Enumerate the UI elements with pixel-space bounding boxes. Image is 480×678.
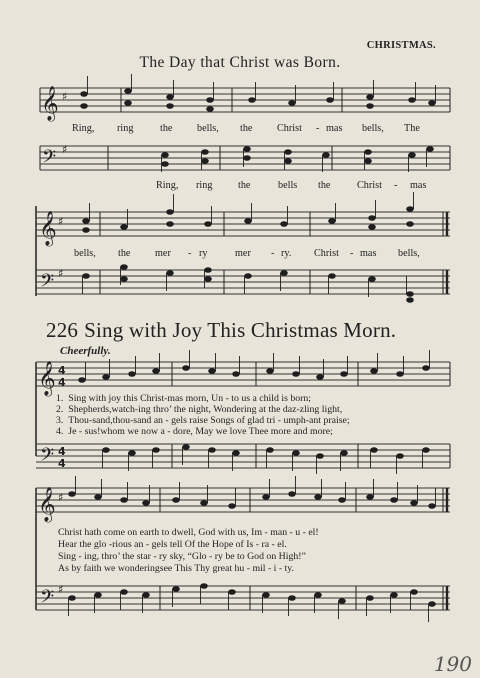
sharp-icon: ♯ bbox=[58, 267, 64, 280]
lyric-word: bells bbox=[278, 180, 298, 191]
lyric-word: bells, bbox=[362, 123, 384, 134]
bass-clef-icon: 𝄢 bbox=[40, 445, 55, 470]
verse-line: Sing - ing, thro’ the star - ry sky, “Glo - ry be to God on High!” bbox=[58, 551, 306, 562]
lyric-word: ry bbox=[199, 248, 208, 259]
staff-226-system-1-bass bbox=[0, 436, 480, 476]
lyric-word: mas bbox=[410, 180, 427, 191]
lyric-word: ry. bbox=[281, 248, 292, 259]
lyric-word: bells, bbox=[398, 248, 420, 259]
verse-line: As by faith we wonderingsee This Thy great hu - mil - i - ty. bbox=[58, 563, 294, 574]
lyric-word: - bbox=[188, 248, 192, 259]
tempo-marking: Cheerfully. bbox=[60, 345, 111, 357]
bass-notes-226-2 bbox=[68, 583, 436, 622]
bass-clef-icon: 𝄢 bbox=[40, 271, 55, 296]
lyric-word: ring bbox=[196, 180, 213, 191]
bass-notes-1 bbox=[161, 146, 434, 172]
lyric-word: - bbox=[316, 123, 320, 134]
lyric-word: the bbox=[238, 180, 251, 191]
hymn-number: 226 bbox=[46, 318, 79, 342]
lyric-word: bells, bbox=[74, 248, 96, 259]
verse-line: Christ hath come on earth to dwell, God with us, Im - man - u - el! bbox=[58, 527, 319, 538]
lyric-word: The bbox=[404, 123, 420, 134]
treble-clef-icon: 𝄞 bbox=[41, 86, 59, 121]
hymn-title: The Day that Christ was Born. bbox=[139, 54, 341, 71]
treble-notes-226-2 bbox=[68, 476, 436, 509]
lyric-word: mer bbox=[155, 248, 171, 259]
lyric-word: mas bbox=[326, 123, 343, 134]
hymn-title-226 bbox=[46, 318, 396, 343]
treble-clef-icon: 𝄞 bbox=[39, 211, 57, 246]
sharp-icon: ♯ bbox=[58, 215, 64, 228]
sharp-icon: ♯ bbox=[58, 491, 64, 504]
hymn-title: Sing with Joy This Christmas Morn. bbox=[84, 318, 397, 342]
lyric-word: Ring, bbox=[156, 180, 179, 191]
lyric-word: mer bbox=[235, 248, 251, 259]
bass-clef-icon: 𝄢 bbox=[42, 147, 57, 172]
sharp-icon: ♯ bbox=[62, 90, 68, 103]
bass-notes-226-1 bbox=[102, 444, 430, 474]
svg-text:4: 4 bbox=[58, 376, 66, 389]
lyric-word: Christ bbox=[314, 248, 339, 259]
verse-line: 2. Shepherds,watch-ing thro’ the night, Wondering at the daz-zling light, bbox=[56, 404, 343, 415]
section-header: CHRISTMAS. bbox=[366, 40, 436, 51]
treble-clef-icon: 𝄞 bbox=[38, 361, 56, 396]
time-signature-icon: 4 bbox=[58, 364, 66, 377]
verse-line: 3. Thou-sand,thou-sand an - gels raise Songs of glad tri - umph-ant praise; bbox=[56, 415, 350, 426]
sharp-icon: ♯ bbox=[58, 583, 64, 596]
staff-226-system-2-treble bbox=[0, 478, 480, 528]
lyric-word: - bbox=[271, 248, 275, 259]
verse-line: Hear the glo -rious an - gels tell Of the Hope of Is - ra - el. bbox=[58, 539, 287, 550]
treble-notes-226-1 bbox=[78, 350, 430, 383]
lyric-word: - bbox=[350, 248, 354, 259]
verse-line: 4. Je - sus!whom we now a - dore, May we love Thee more and more; bbox=[56, 426, 333, 437]
svg-text:4: 4 bbox=[58, 457, 66, 470]
lyric-word: mas bbox=[360, 248, 377, 259]
sharp-icon: ♯ bbox=[62, 143, 68, 156]
lyric-word: Ring, bbox=[72, 123, 95, 134]
lyric-word: ring bbox=[117, 123, 134, 134]
staff-system-2-bass bbox=[0, 262, 480, 312]
verse-line: 1. Sing with joy this Christ-mas morn, Un - to us a child is born; bbox=[56, 393, 312, 404]
svg-text:4: 4 bbox=[58, 445, 66, 458]
lyric-word: the bbox=[240, 123, 253, 134]
bass-clef-icon: 𝄢 bbox=[40, 587, 55, 612]
lyric-word: Christ bbox=[357, 180, 382, 191]
treble-clef-icon: 𝄞 bbox=[38, 487, 56, 522]
lyric-word: - bbox=[394, 180, 398, 191]
lyric-word: the bbox=[318, 180, 331, 191]
lyric-word: the bbox=[160, 123, 173, 134]
handwritten-page-number: 190 bbox=[433, 652, 472, 676]
lyric-word: bells, bbox=[197, 123, 219, 134]
lyric-word: Christ bbox=[277, 123, 302, 134]
lyric-word: the bbox=[118, 248, 131, 259]
staff-226-system-2-bass bbox=[0, 576, 480, 626]
